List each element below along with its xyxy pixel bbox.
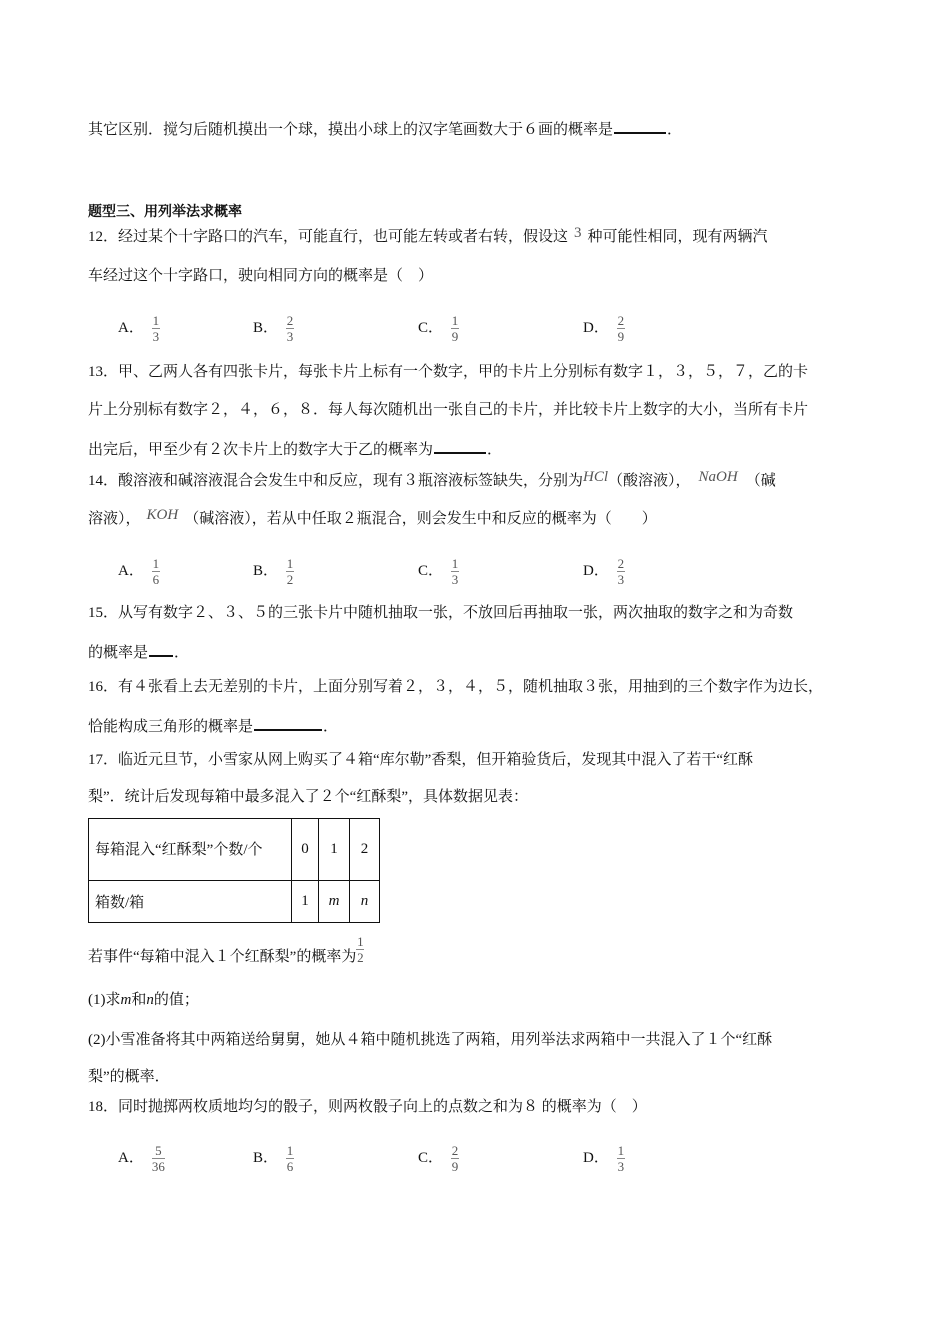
denominator: 3 bbox=[451, 572, 459, 587]
text: ． bbox=[323, 719, 339, 735]
denominator: 6 bbox=[152, 572, 160, 587]
option-label: D． bbox=[583, 319, 609, 336]
fraction bbox=[451, 313, 459, 344]
fraction bbox=[617, 1143, 625, 1174]
q13-line3 bbox=[88, 438, 502, 460]
text: ． bbox=[667, 122, 683, 138]
fraction bbox=[451, 556, 459, 587]
option-label: B． bbox=[253, 1149, 279, 1166]
q18-line1: 18．同时抛掷两枚质地均匀的骰子，则两枚骰子向上的点数之和为８ 的概率为（ ） bbox=[88, 1099, 647, 1115]
option-label: D． bbox=[583, 1149, 609, 1166]
answer-blank bbox=[254, 715, 322, 731]
q12-option-b bbox=[253, 313, 294, 344]
text: （碱溶液），若从中任取２瓶混合，则会发生中和反应的概率为（ ） bbox=[184, 511, 657, 527]
option-label: B． bbox=[253, 319, 279, 336]
variable-n: n bbox=[146, 992, 154, 1008]
answer-blank bbox=[149, 641, 173, 657]
q13-line1: 13．甲、乙两人各有四张卡片，每张卡片上标有一个数字，甲的卡片上分别标有数字１，３，５，７，乙的卡 bbox=[88, 364, 809, 380]
option-label: C． bbox=[418, 1149, 444, 1166]
formula-naoh: NaOH bbox=[698, 469, 738, 485]
q17-condition bbox=[88, 934, 364, 965]
text: （酸溶液）， bbox=[608, 473, 691, 489]
text: 其它区别．搅匀后随机摸出一个球，摸出小球上的汉字笔画数大于６画的概率是 bbox=[88, 122, 614, 138]
q11-tail bbox=[88, 118, 682, 140]
text: 12．经过某个十字路口的汽车，可能直行，也可能左转或者右转，假设这 bbox=[88, 229, 569, 245]
fraction bbox=[617, 313, 625, 344]
denominator: 3 bbox=[617, 572, 625, 587]
answer-blank bbox=[434, 438, 486, 454]
denominator: 9 bbox=[617, 329, 625, 344]
q17-part1 bbox=[88, 990, 199, 1010]
denominator: 9 bbox=[451, 1159, 459, 1174]
text: （碱 bbox=[745, 473, 776, 489]
option-label: A． bbox=[118, 1149, 144, 1166]
text: 14．酸溶液和碱溶液混合会发生中和反应，现有３瓶溶液标签缺失，分别为 bbox=[88, 473, 584, 489]
numerator: 1 bbox=[451, 556, 459, 571]
text: 溶液）， bbox=[88, 511, 141, 527]
fraction bbox=[286, 313, 294, 344]
text: 出完后，甲至少有２次卡片上的数字大于乙的概率为 bbox=[88, 442, 434, 458]
q18-option-d bbox=[583, 1143, 625, 1174]
q12-line1 bbox=[88, 227, 768, 247]
q14-option-a bbox=[118, 556, 160, 587]
formula-hcl: HCl bbox=[583, 469, 609, 485]
numerator: 1 bbox=[286, 1143, 294, 1158]
numerator: 5 bbox=[155, 1143, 162, 1158]
text: ． bbox=[174, 645, 190, 661]
q14-line1 bbox=[88, 471, 776, 491]
fraction bbox=[617, 556, 625, 587]
q14-option-b bbox=[253, 556, 294, 587]
text: 种可能性相同，现有两辆汽 bbox=[587, 229, 768, 245]
q15-line2 bbox=[88, 641, 189, 663]
option-label: C． bbox=[418, 319, 444, 336]
option-label: B． bbox=[253, 562, 279, 579]
denominator: 2 bbox=[286, 572, 294, 587]
fraction bbox=[286, 556, 294, 587]
table-cell: 2 bbox=[350, 819, 380, 881]
denominator: 36 bbox=[151, 1159, 165, 1174]
q17-part2-line1: (2)小雪准备将其中两箱送给舅舅，她从４箱中随机挑选了两箱，用列举法求两箱中一共混入了１个“红酥 bbox=[88, 1032, 773, 1048]
math-number: 3 bbox=[574, 225, 582, 241]
table-row bbox=[89, 881, 380, 923]
q12-option-c bbox=[418, 313, 459, 344]
text: 恰能构成三角形的概率是 bbox=[88, 719, 254, 735]
fraction bbox=[451, 1143, 459, 1174]
text: ． bbox=[487, 442, 503, 458]
q16-line2 bbox=[88, 715, 338, 737]
denominator: 6 bbox=[286, 1159, 294, 1174]
q18-option-a bbox=[118, 1143, 165, 1174]
numerator: 1 bbox=[357, 934, 364, 949]
numerator: 2 bbox=[286, 313, 294, 328]
q18-option-c bbox=[418, 1143, 459, 1174]
q16-line1: 16．有４张看上去无差别的卡片，上面分别写着２，３，４，５，随机抽取３张，用抽到的三个数字作为边长， bbox=[88, 679, 824, 695]
q17-line1: 17．临近元旦节，小雪家从网上购买了４箱“库尔勒”香梨，但开箱验货后，发现其中混入了若干“红酥 bbox=[88, 752, 753, 768]
q14-line2 bbox=[88, 509, 657, 529]
text: 若事件“每箱中混入１个红酥梨”的概率为 bbox=[88, 948, 357, 965]
q15-line1: 15．从写有数字２、３、５的三张卡片中随机抽取一张，不放回后再抽取一张，两次抽取的数字之和为奇数 bbox=[88, 605, 794, 621]
option-label: D． bbox=[583, 562, 609, 579]
fraction bbox=[152, 313, 160, 344]
q13-line2: 片上分别标有数字２，４，６，８．每人每次随机出一张自己的卡片，并比较卡片上数字的大小，当所有卡片 bbox=[88, 402, 809, 418]
fraction bbox=[152, 1143, 165, 1174]
option-label: C． bbox=[418, 562, 444, 579]
numerator: 1 bbox=[617, 1143, 625, 1158]
denominator: 3 bbox=[286, 329, 294, 344]
numerator: 1 bbox=[152, 313, 160, 328]
q12-option-d bbox=[583, 313, 625, 344]
q17-line2: 梨”．统计后发现每箱中最多混入了２个“红酥梨”，具体数据见表： bbox=[88, 789, 528, 805]
q14-option-d bbox=[583, 556, 625, 587]
table-header-cell: 箱数/箱 bbox=[89, 881, 292, 923]
table-cell: 1 bbox=[319, 819, 350, 881]
option-label: A． bbox=[118, 319, 144, 336]
option-label: A． bbox=[118, 562, 144, 579]
table-cell: 0 bbox=[292, 819, 319, 881]
numerator: 2 bbox=[617, 313, 625, 328]
numerator: 1 bbox=[451, 313, 459, 328]
variable-m: m bbox=[120, 992, 132, 1008]
table-cell: m bbox=[319, 881, 350, 923]
numerator: 2 bbox=[451, 1143, 459, 1158]
denominator: 9 bbox=[451, 329, 459, 344]
text: 和 bbox=[131, 992, 147, 1008]
numerator: 1 bbox=[152, 556, 160, 571]
denominator: 3 bbox=[152, 329, 160, 344]
text: (1)求 bbox=[88, 992, 121, 1008]
numerator: 2 bbox=[617, 556, 625, 571]
q18-option-b bbox=[253, 1143, 294, 1174]
text: 的概率是 bbox=[88, 645, 149, 661]
answer-blank bbox=[614, 118, 666, 134]
formula-koh: KOH bbox=[146, 507, 179, 523]
fraction bbox=[286, 1143, 294, 1174]
data-table bbox=[88, 818, 380, 923]
denominator: 2 bbox=[357, 950, 364, 965]
numerator: 1 bbox=[286, 556, 294, 571]
denominator: 3 bbox=[617, 1159, 625, 1174]
q17-part2-line2: 梨”的概率． bbox=[88, 1069, 170, 1085]
q12-option-a bbox=[118, 313, 160, 344]
table-header-cell: 每箱混入“红酥梨”个数/个 bbox=[89, 819, 292, 881]
table-cell: 1 bbox=[292, 881, 319, 923]
table-cell: n bbox=[350, 881, 380, 923]
section-heading: 题型三、用列举法求概率 bbox=[88, 204, 242, 220]
q14-option-c bbox=[418, 556, 459, 587]
fraction bbox=[356, 934, 364, 965]
text: 的值； bbox=[153, 992, 199, 1008]
q12-line2: 车经过这个十字路口，驶向相同方向的概率是（ ） bbox=[88, 268, 434, 284]
fraction bbox=[152, 556, 160, 587]
table-row bbox=[89, 819, 380, 881]
